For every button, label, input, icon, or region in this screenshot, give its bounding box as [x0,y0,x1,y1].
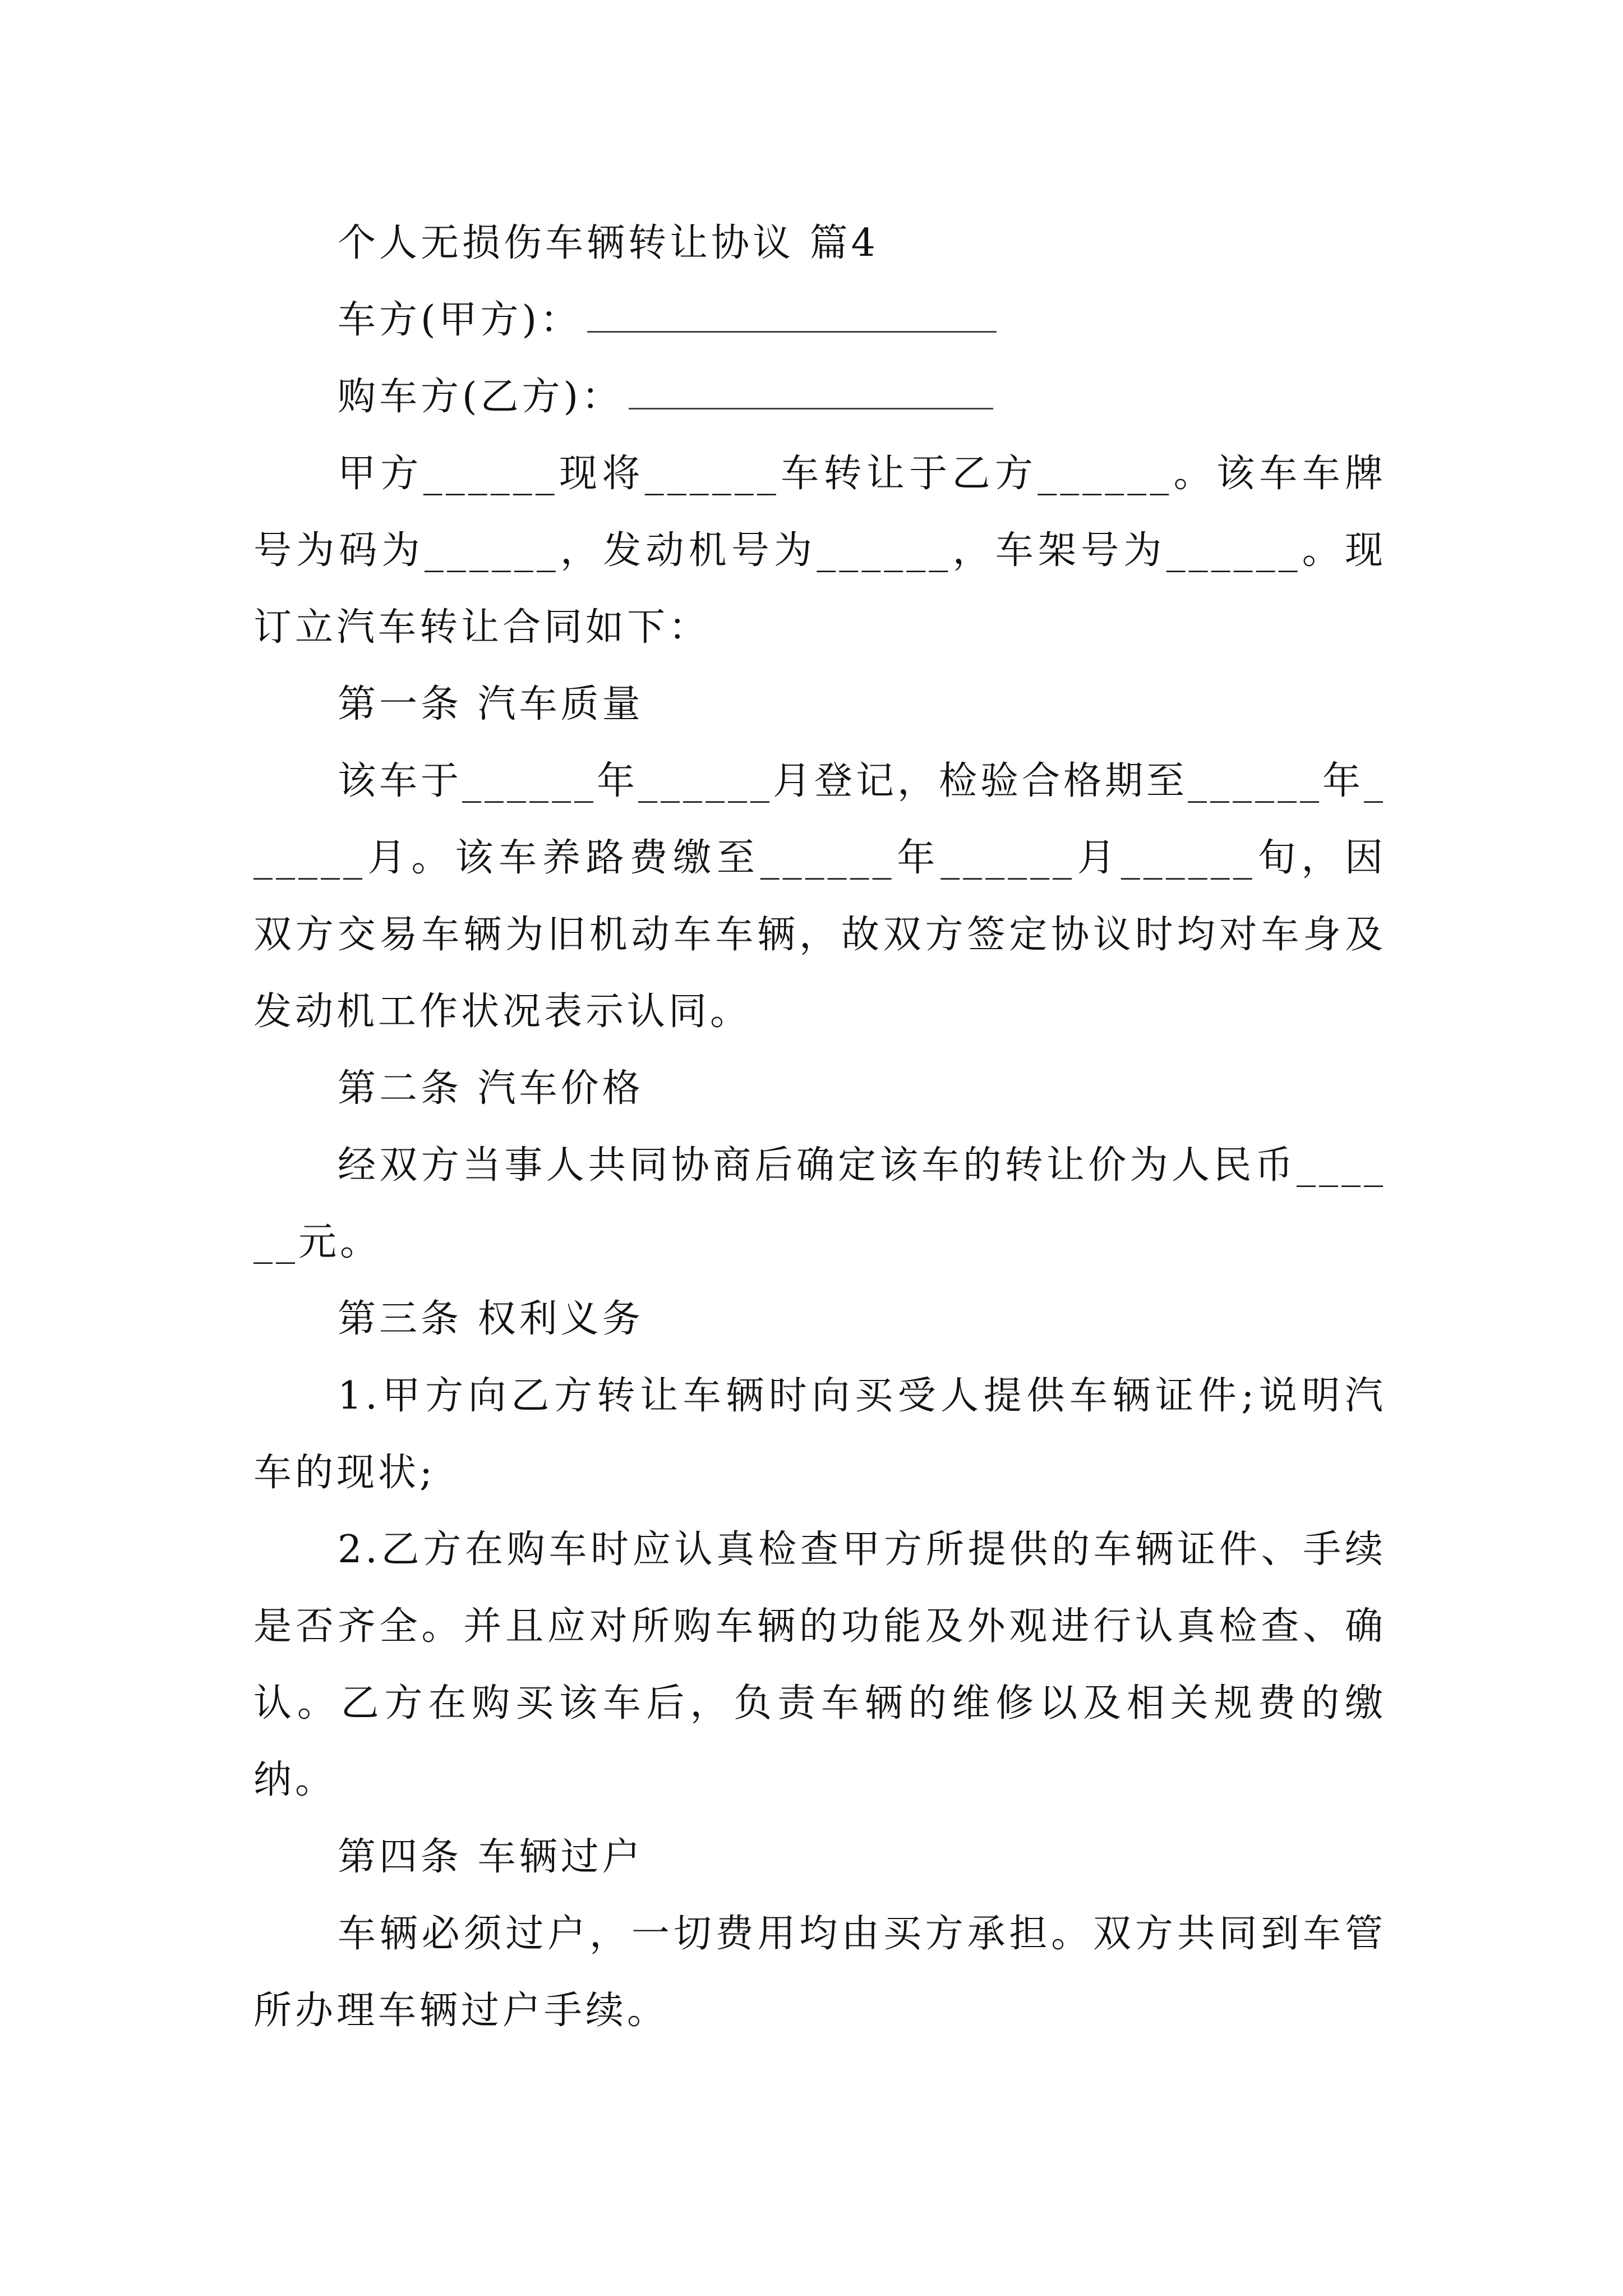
article4-title: 第四条 车辆过户 [338,1835,644,1879]
article1-title: 第一条 汽车质量 [338,682,644,726]
buyer-blank [629,370,993,409]
article1-body: 该车于______年______月登记，检验合格期至______年______月。该车养路费缴至______年______月______旬，因双方交易车辆为旧机动车车辆，故双方签定协议时均对车身及发动机工作状况表示认同。 [253,759,1387,1034]
article3-item2: 2.乙方在购车时应认真检查甲方所提供的车辆证件、手续是否齐全。并且应对所购车辆的功能及外观进行认真检查、确认。乙方在购买该车后，负责车辆的维修以及相关规费的缴纳。 [253,1527,1386,1802]
article3-item1: 1.甲方向乙方转让车辆时向买受人提供车辆证件;说明汽车的现状; [253,1374,1386,1495]
buyer-line [253,358,1386,435]
buyer-label: 购车方(乙方)： [338,375,624,419]
intro-paragraph: 甲方______现将______车转让于乙方______。该车车牌号为码为______，发动机号为______，车架号为______。现订立汽车转让合同如下： [253,452,1386,650]
article3-title: 第三条 权利义务 [338,1297,644,1341]
document-title: 个人无损伤车辆转让协议 篇4 [338,221,879,265]
seller-blank [587,293,997,333]
document-body [253,205,1386,2049]
seller-line [253,282,1386,358]
seller-label: 车方(甲方)： [338,298,582,342]
article2-body: 经双方当事人共同协商后确定该车的转让价为人民币______元。 [253,1143,1386,1264]
article4-body: 车辆必须过户，一切费用均由买方承担。双方共同到车管所办理车辆过户手续。 [253,1912,1386,2033]
article2-title: 第二条 汽车价格 [338,1066,644,1111]
